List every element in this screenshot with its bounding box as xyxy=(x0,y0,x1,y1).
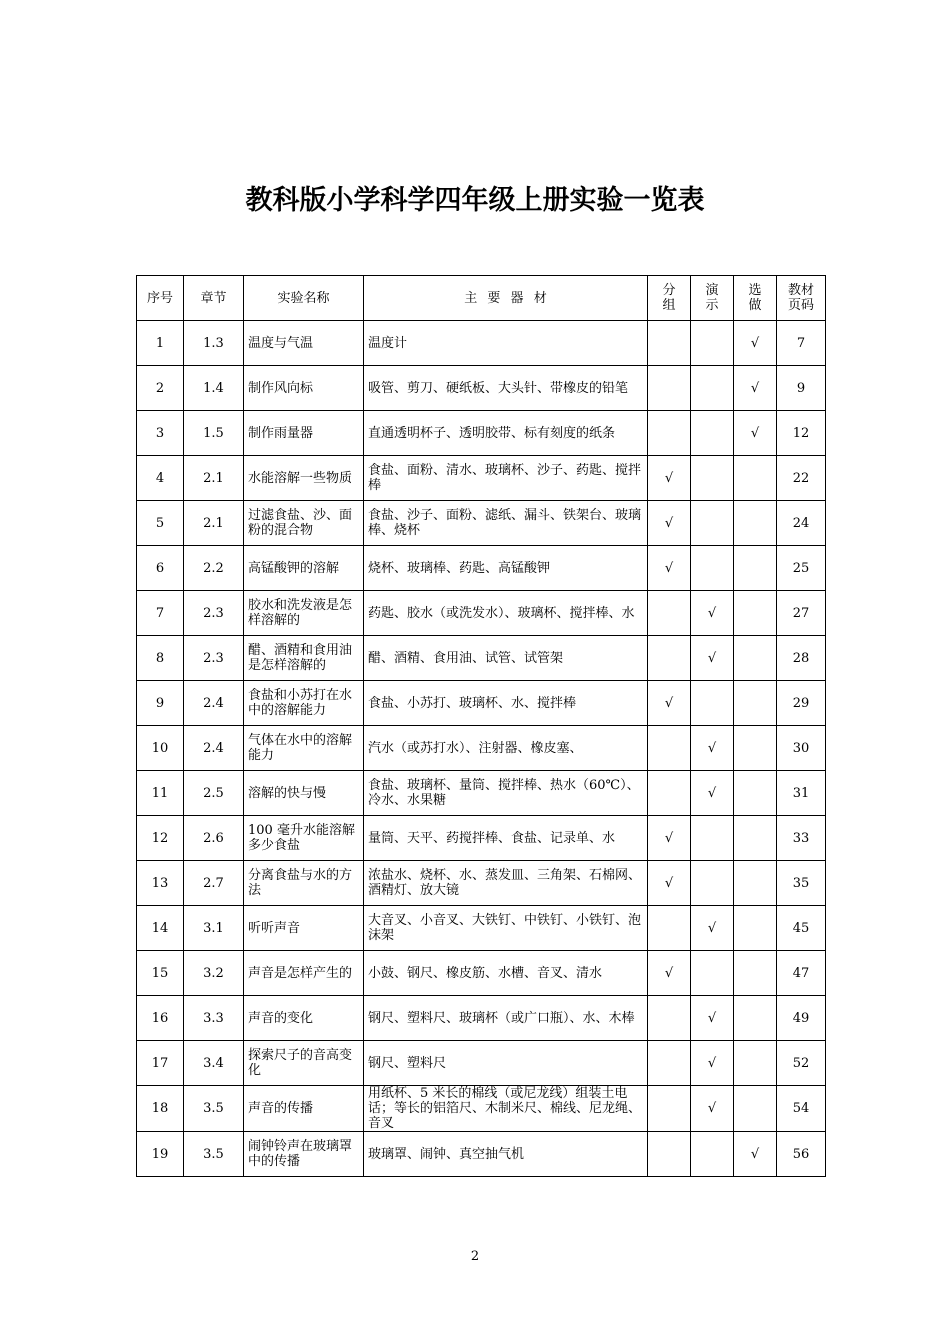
cell-chapter: 3.1 xyxy=(184,906,244,951)
cell-chapter: 2.3 xyxy=(184,636,244,681)
cell-chapter: 2.5 xyxy=(184,771,244,816)
cell-page: 25 xyxy=(777,546,826,591)
cell-name: 制作雨量器 xyxy=(244,411,364,456)
cell-optional: √ xyxy=(734,321,777,366)
cell-materials: 量筒、天平、药搅拌棒、食盐、记录单、水 xyxy=(364,816,648,861)
cell-chapter: 2.1 xyxy=(184,456,244,501)
cell-seq: 13 xyxy=(137,861,184,906)
cell-demo xyxy=(691,951,734,996)
cell-name: 制作风向标 xyxy=(244,366,364,411)
cell-demo xyxy=(691,321,734,366)
cell-name: 听听声音 xyxy=(244,906,364,951)
cell-name: 100 毫升水能溶解多少食盐 xyxy=(244,816,364,861)
table-row xyxy=(137,591,826,636)
cell-seq: 8 xyxy=(137,636,184,681)
experiment-table xyxy=(136,275,826,1177)
cell-name: 过滤食盐、沙、面粉的混合物 xyxy=(244,501,364,546)
cell-chapter: 1.5 xyxy=(184,411,244,456)
cell-demo xyxy=(691,501,734,546)
cell-name: 气体在水中的溶解能力 xyxy=(244,726,364,771)
cell-demo: √ xyxy=(691,726,734,771)
cell-page: 30 xyxy=(777,726,826,771)
cell-name: 溶解的快与慢 xyxy=(244,771,364,816)
cell-group xyxy=(648,321,691,366)
cell-optional: √ xyxy=(734,366,777,411)
cell-name: 食盐和小苏打在水中的溶解能力 xyxy=(244,681,364,726)
table-row xyxy=(137,501,826,546)
cell-page: 12 xyxy=(777,411,826,456)
cell-seq: 15 xyxy=(137,951,184,996)
cell-seq: 19 xyxy=(137,1132,184,1177)
cell-seq: 10 xyxy=(137,726,184,771)
cell-group: √ xyxy=(648,951,691,996)
cell-group xyxy=(648,1086,691,1132)
cell-demo: √ xyxy=(691,636,734,681)
cell-demo xyxy=(691,861,734,906)
cell-page: 35 xyxy=(777,861,826,906)
cell-group xyxy=(648,411,691,456)
header-optional: 选做 xyxy=(734,276,777,321)
cell-page: 49 xyxy=(777,996,826,1041)
cell-optional xyxy=(734,681,777,726)
table-row xyxy=(137,1132,826,1177)
cell-group: √ xyxy=(648,681,691,726)
cell-materials: 食盐、小苏打、玻璃杯、水、搅拌棒 xyxy=(364,681,648,726)
cell-name: 闹钟铃声在玻璃罩中的传播 xyxy=(244,1132,364,1177)
cell-chapter: 3.2 xyxy=(184,951,244,996)
cell-materials: 醋、酒精、食用油、试管、试管架 xyxy=(364,636,648,681)
cell-optional xyxy=(734,996,777,1041)
cell-materials: 食盐、玻璃杯、量筒、搅拌棒、热水（60℃）、冷水、水果糖 xyxy=(364,771,648,816)
header-demo: 演示 xyxy=(691,276,734,321)
cell-chapter: 1.3 xyxy=(184,321,244,366)
cell-materials: 直通透明杯子、透明胶带、标有刻度的纸条 xyxy=(364,411,648,456)
cell-materials: 大音叉、小音叉、大铁钉、中铁钉、小铁钉、泡沫架 xyxy=(364,906,648,951)
cell-name: 声音的变化 xyxy=(244,996,364,1041)
cell-optional xyxy=(734,816,777,861)
table-row xyxy=(137,411,826,456)
cell-optional xyxy=(734,861,777,906)
cell-chapter: 2.4 xyxy=(184,726,244,771)
cell-name: 探索尺子的音高变化 xyxy=(244,1041,364,1086)
cell-demo xyxy=(691,366,734,411)
cell-name: 胶水和洗发液是怎样溶解的 xyxy=(244,591,364,636)
cell-materials: 小鼓、钢尺、橡皮筋、水槽、音叉、清水 xyxy=(364,951,648,996)
cell-group: √ xyxy=(648,546,691,591)
header-name: 实验名称 xyxy=(244,276,364,321)
cell-optional xyxy=(734,636,777,681)
cell-page: 7 xyxy=(777,321,826,366)
table-row xyxy=(137,861,826,906)
cell-chapter: 2.7 xyxy=(184,861,244,906)
cell-optional: √ xyxy=(734,1132,777,1177)
cell-page: 52 xyxy=(777,1041,826,1086)
cell-group: √ xyxy=(648,456,691,501)
cell-optional xyxy=(734,501,777,546)
table-row xyxy=(137,546,826,591)
cell-chapter: 2.6 xyxy=(184,816,244,861)
cell-materials: 浓盐水、烧杯、水、蒸发皿、三角架、石棉网、酒精灯、放大镜 xyxy=(364,861,648,906)
cell-seq: 7 xyxy=(137,591,184,636)
cell-chapter: 3.3 xyxy=(184,996,244,1041)
cell-materials: 食盐、沙子、面粉、滤纸、漏斗、铁架台、玻璃棒、烧杯 xyxy=(364,501,648,546)
table-body xyxy=(137,321,826,1177)
cell-optional xyxy=(734,726,777,771)
cell-page: 22 xyxy=(777,456,826,501)
cell-seq: 6 xyxy=(137,546,184,591)
cell-group: √ xyxy=(648,816,691,861)
table-row xyxy=(137,681,826,726)
cell-seq: 9 xyxy=(137,681,184,726)
table-row xyxy=(137,771,826,816)
cell-page: 24 xyxy=(777,501,826,546)
cell-group xyxy=(648,1041,691,1086)
table-row xyxy=(137,726,826,771)
cell-page: 47 xyxy=(777,951,826,996)
cell-seq: 1 xyxy=(137,321,184,366)
cell-demo: √ xyxy=(691,591,734,636)
cell-chapter: 1.4 xyxy=(184,366,244,411)
cell-page: 27 xyxy=(777,591,826,636)
cell-demo xyxy=(691,546,734,591)
cell-optional xyxy=(734,546,777,591)
cell-group xyxy=(648,771,691,816)
cell-chapter: 2.3 xyxy=(184,591,244,636)
cell-chapter: 2.1 xyxy=(184,501,244,546)
cell-group xyxy=(648,636,691,681)
cell-seq: 11 xyxy=(137,771,184,816)
cell-demo: √ xyxy=(691,771,734,816)
cell-seq: 14 xyxy=(137,906,184,951)
cell-page: 29 xyxy=(777,681,826,726)
cell-name: 声音的传播 xyxy=(244,1086,364,1132)
cell-group xyxy=(648,366,691,411)
cell-materials: 食盐、面粉、清水、玻璃杯、沙子、药匙、搅拌棒 xyxy=(364,456,648,501)
document-title: 教科版小学科学四年级上册实验一览表 xyxy=(245,185,705,216)
cell-group xyxy=(648,726,691,771)
cell-optional xyxy=(734,1086,777,1132)
cell-chapter: 3.4 xyxy=(184,1041,244,1086)
cell-optional: √ xyxy=(734,411,777,456)
cell-seq: 5 xyxy=(137,501,184,546)
cell-page: 9 xyxy=(777,366,826,411)
table-header-row xyxy=(137,276,826,321)
cell-name: 醋、酒精和食用油是怎样溶解的 xyxy=(244,636,364,681)
cell-demo: √ xyxy=(691,906,734,951)
cell-group: √ xyxy=(648,861,691,906)
cell-name: 水能溶解一些物质 xyxy=(244,456,364,501)
cell-demo: √ xyxy=(691,1086,734,1132)
cell-demo xyxy=(691,1132,734,1177)
cell-seq: 2 xyxy=(137,366,184,411)
cell-chapter: 2.2 xyxy=(184,546,244,591)
cell-optional xyxy=(734,906,777,951)
cell-seq: 4 xyxy=(137,456,184,501)
header-materials: 主 要 器 材 xyxy=(364,276,648,321)
table-row xyxy=(137,951,826,996)
header-page: 教材页码 xyxy=(777,276,826,321)
cell-materials: 用纸杯、5 米长的棉线（或尼龙线）组装土电话；等长的铝箔尺、木制米尺、棉线、尼龙绳、音叉 xyxy=(364,1086,648,1132)
cell-page: 33 xyxy=(777,816,826,861)
cell-seq: 17 xyxy=(137,1041,184,1086)
cell-demo xyxy=(691,816,734,861)
cell-group xyxy=(648,996,691,1041)
cell-group xyxy=(648,906,691,951)
cell-demo xyxy=(691,681,734,726)
header-seq: 序号 xyxy=(137,276,184,321)
cell-materials: 钢尺、塑料尺 xyxy=(364,1041,648,1086)
table-row xyxy=(137,366,826,411)
table-row xyxy=(137,996,826,1041)
cell-name: 温度与气温 xyxy=(244,321,364,366)
table-row xyxy=(137,1041,826,1086)
cell-name: 声音是怎样产生的 xyxy=(244,951,364,996)
cell-optional xyxy=(734,771,777,816)
table-row xyxy=(137,1086,826,1132)
cell-chapter: 3.5 xyxy=(184,1132,244,1177)
header-group: 分组 xyxy=(648,276,691,321)
table-row xyxy=(137,321,826,366)
cell-seq: 16 xyxy=(137,996,184,1041)
cell-demo: √ xyxy=(691,996,734,1041)
cell-materials: 药匙、胶水（或洗发水）、玻璃杯、搅拌棒、水 xyxy=(364,591,648,636)
cell-page: 54 xyxy=(777,1086,826,1132)
cell-optional xyxy=(734,951,777,996)
cell-page: 56 xyxy=(777,1132,826,1177)
cell-materials: 温度计 xyxy=(364,321,648,366)
cell-page: 45 xyxy=(777,906,826,951)
cell-materials: 汽水（或苏打水）、注射器、橡皮塞、 xyxy=(364,726,648,771)
cell-group xyxy=(648,591,691,636)
cell-optional xyxy=(734,456,777,501)
cell-page: 28 xyxy=(777,636,826,681)
page-number: 2 xyxy=(470,1249,480,1264)
cell-demo xyxy=(691,411,734,456)
table-row xyxy=(137,636,826,681)
cell-materials: 烧杯、玻璃棒、药匙、高锰酸钾 xyxy=(364,546,648,591)
cell-page: 31 xyxy=(777,771,826,816)
cell-seq: 3 xyxy=(137,411,184,456)
cell-chapter: 2.4 xyxy=(184,681,244,726)
cell-materials: 钢尺、塑料尺、玻璃杯（或广口瓶）、水、木棒 xyxy=(364,996,648,1041)
cell-materials: 吸管、剪刀、硬纸板、大头针、带橡皮的铅笔 xyxy=(364,366,648,411)
cell-chapter: 3.5 xyxy=(184,1086,244,1132)
cell-materials: 玻璃罩、闹钟、真空抽气机 xyxy=(364,1132,648,1177)
cell-seq: 12 xyxy=(137,816,184,861)
cell-group xyxy=(648,1132,691,1177)
cell-demo: √ xyxy=(691,1041,734,1086)
cell-name: 分离食盐与水的方法 xyxy=(244,861,364,906)
header-chapter: 章节 xyxy=(184,276,244,321)
cell-name: 高锰酸钾的溶解 xyxy=(244,546,364,591)
cell-optional xyxy=(734,591,777,636)
table-row xyxy=(137,456,826,501)
table-row xyxy=(137,906,826,951)
cell-demo xyxy=(691,456,734,501)
cell-group: √ xyxy=(648,501,691,546)
cell-optional xyxy=(734,1041,777,1086)
table-row xyxy=(137,816,826,861)
cell-seq: 18 xyxy=(137,1086,184,1132)
